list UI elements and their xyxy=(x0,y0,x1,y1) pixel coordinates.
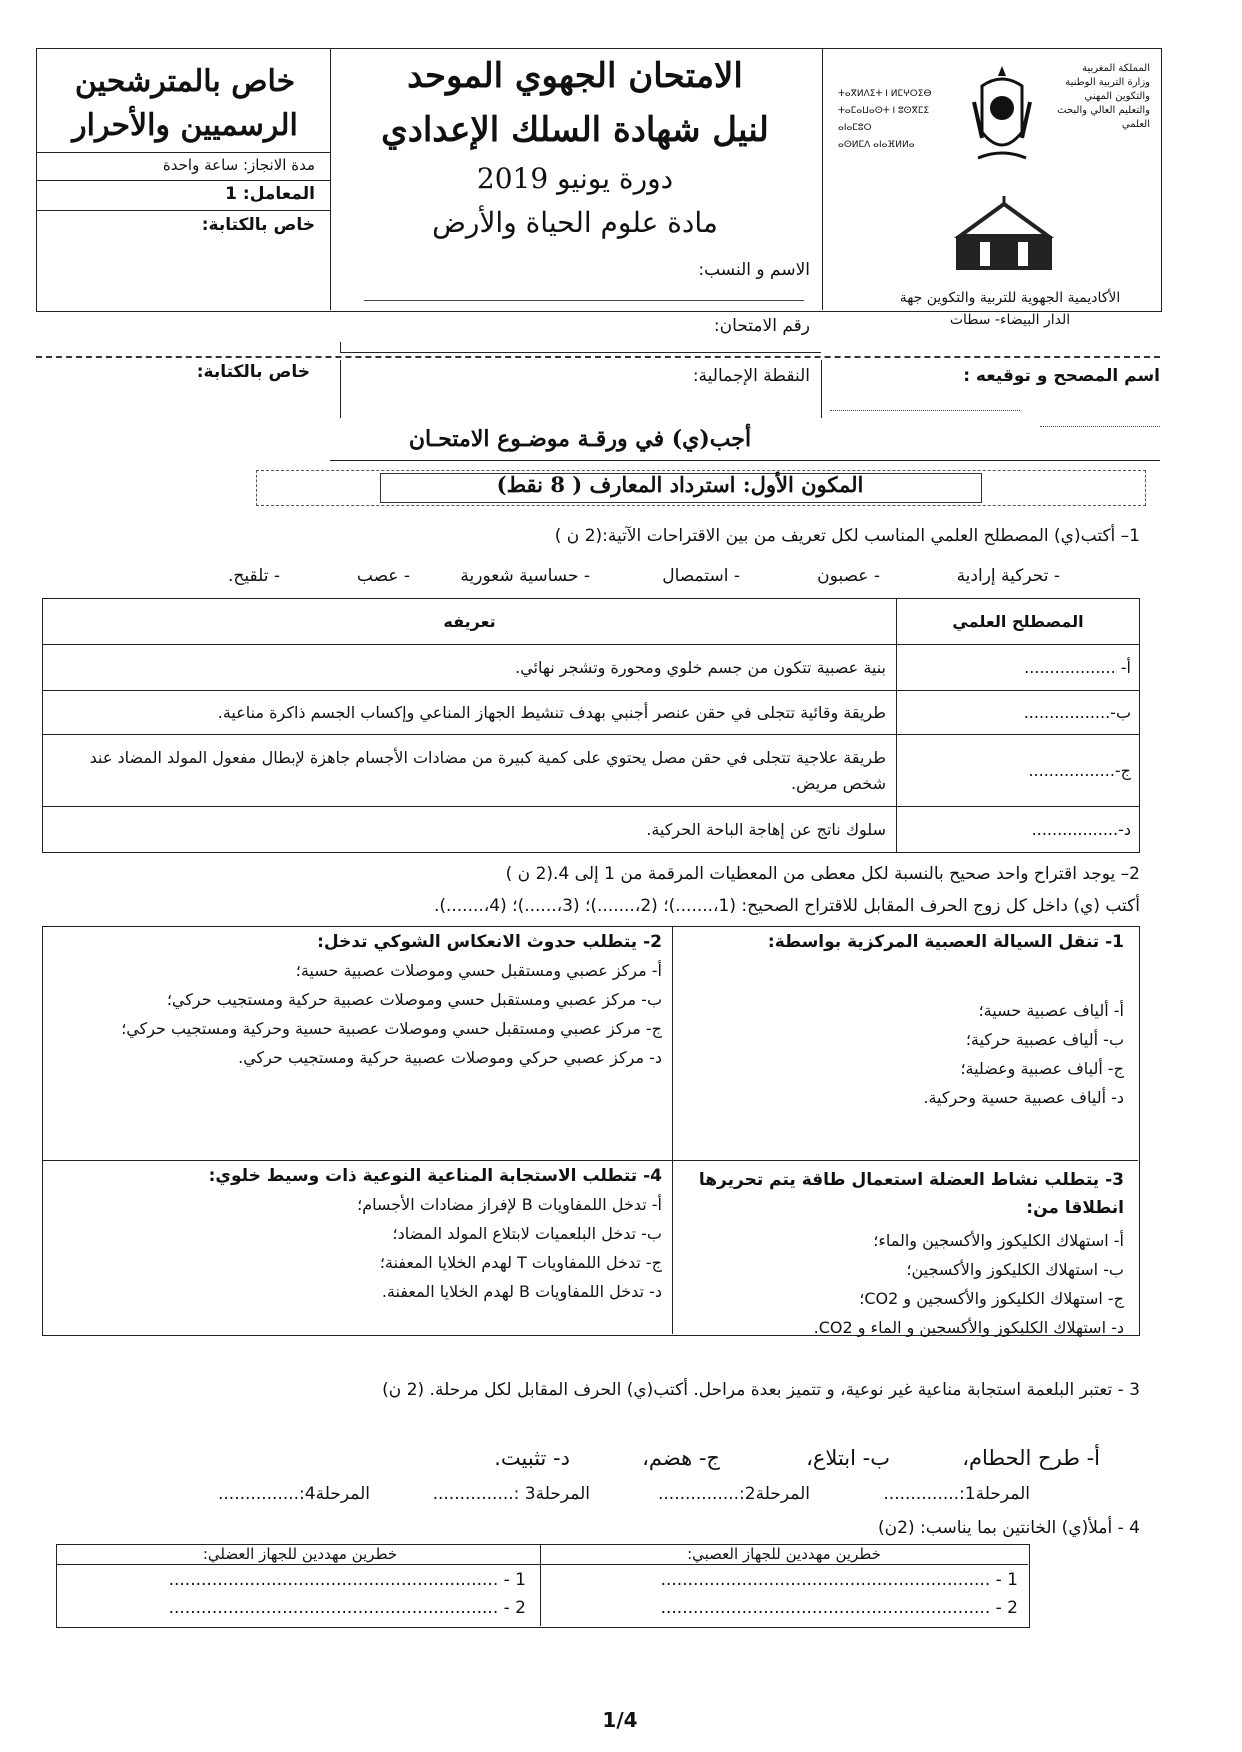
muscular-risk-1[interactable]: 1 - ............................................................. xyxy=(168,1570,526,1590)
q2-grid-hline xyxy=(42,1160,1138,1161)
q1-table xyxy=(42,598,1140,853)
phagocytosis-step: أ- طرح الحطام، xyxy=(962,1446,1100,1470)
ministry-line: والتكوين المهني xyxy=(1084,91,1150,102)
q2-item-2 xyxy=(52,932,662,1072)
term-blank[interactable]: أ- .................. xyxy=(897,645,1140,691)
q2-option[interactable]: ب- ألياف عصبية حركية؛ xyxy=(965,1030,1124,1049)
term-option: - عصب xyxy=(356,566,410,586)
q2-option[interactable]: ب- تدخل البلعميات لابتلاع المولد المضاد؛ xyxy=(392,1224,662,1243)
q2-option[interactable]: ج- استهلاك الكليكوز والأكسجين و CO2؛ xyxy=(859,1289,1124,1308)
academy-logo-icon xyxy=(950,196,1058,274)
q2-option[interactable]: أ- ألياف عصبية حسية؛ xyxy=(978,1001,1124,1020)
q3-prompt: 3 - تعتبر البلعمة استجابة مناعية غير نوعية، و تتميز بعدة مراحل. أكتب(ي) الحرف المقابل لكل مرحلة. (2 ن) xyxy=(382,1380,1140,1400)
name-label: الاسم و النسب: xyxy=(698,260,810,280)
q2-prompt: 2– يوجد اقتراح واحد صحيح بالنسبة لكل معطى من المعطيات المرقمة من 1 إلى 4.(2 ن ) xyxy=(505,864,1140,884)
step-blank[interactable]: المرحلة2:............... xyxy=(658,1484,810,1504)
q4-table-hline xyxy=(56,1564,1028,1565)
q2-option[interactable]: د- استهلاك الكليكوز والأكسجين و الماء و CO2. xyxy=(813,1318,1124,1337)
q2-option[interactable]: د- تدخل اللمفاويات B لهدم الخلايا المعفنة. xyxy=(381,1282,662,1301)
definition-text: طريقة علاجية تتجلى في حقن مصل يحتوي على كمية كبيرة من مضادات الأجسام جاهزة لإبطال مفعول المولد المضاد عند شخص مريض. xyxy=(43,735,897,807)
q2-option[interactable]: د- مركز عصبي حركي وموصلات عصبية حركية ومستجيب حركي. xyxy=(238,1048,662,1067)
q2-grid-vline xyxy=(672,926,673,1334)
total-score-label: النقطة الإجمالية: xyxy=(692,366,810,386)
definition-text: طريقة وقائية تتجلى في حقن عنصر أجنبي بهدف تنشيط الجهاز المناعي وإكساب الجسم ذاكرة مناعية. xyxy=(43,691,897,735)
term-blank[interactable]: ب-................. xyxy=(897,691,1140,735)
q2-item-title: 4- تتطلب الاستجابة المناعية النوعية ذات وسيط خلوي: xyxy=(208,1166,662,1186)
section-title: المكون الأول: استرداد المعارف ( 8 نقط) xyxy=(496,472,864,497)
tifinagh-text xyxy=(838,86,966,154)
definition-text: بنية عصبية تتكون من جسم خلوي ومحورة وتشجر نهائي. xyxy=(43,645,897,691)
term-option: - تلقيح. xyxy=(227,566,280,586)
divider xyxy=(330,460,1160,461)
exam-number-line xyxy=(340,342,821,353)
q4-table-vline xyxy=(540,1544,541,1626)
q1-prompt: 1– أكتب(ي) المصطلح العلمي المناسب لكل تعريف من بين الاقتراحات الآتية:(2 ن ) xyxy=(554,526,1140,546)
muscular-system-title: خطرين مهددين للجهاز العضلي: xyxy=(202,1545,398,1563)
q2-item-title: 2- يتطلب حدوث الانعكاس الشوكي تدخل: xyxy=(317,932,662,952)
secretariat-label-1: خاص بالكتابة: xyxy=(201,215,315,235)
header-divider-right xyxy=(822,48,823,310)
corrector-label: اسم المصحح و توقيعه : xyxy=(963,366,1160,386)
q2-option[interactable]: ج- مركز عصبي ومستقبل حسي وموصلات عصبية حسية وحركية ومستجيب حركي؛ xyxy=(121,1019,662,1038)
secretariat-label-2: خاص بالكتابة: xyxy=(196,362,310,382)
q2-item-title: 3- يتطلب نشاط العضلة استعمال طاقة يتم تحريرها انطلاقا من: xyxy=(698,1170,1124,1218)
step-blank[interactable]: المرحلة3 :............... xyxy=(432,1484,590,1504)
definition-text: سلوك ناتج عن إهاجة الباحة الحركية. xyxy=(43,807,897,853)
q3-blanks xyxy=(150,1484,1030,1514)
exam-subtitle: لنيل شهادة السلك الإعدادي xyxy=(381,110,769,150)
tifinagh-line: ⵜⴰⴳⵍⴷⵉⵜ ⵏ ⵍⵎⵖⵔⵉⴱ xyxy=(838,89,932,99)
candidates-label-2: الرسميين والأحرار xyxy=(72,108,298,143)
col-definition: تعريفه xyxy=(43,599,897,645)
exam-title: الامتحان الجهوي الموحد xyxy=(407,56,743,96)
phagocytosis-step: ج- هضم، xyxy=(642,1446,720,1470)
candidates-label-1: خاص بالمترشحين xyxy=(74,64,296,99)
q2-item-3 xyxy=(684,1166,1124,1342)
phagocytosis-step: ب- ابتلاع، xyxy=(806,1446,890,1470)
header-divider-left xyxy=(330,48,331,310)
ministry-text xyxy=(1040,62,1150,132)
q2-instruction[interactable]: أكتب (ي) داخل كل زوج الحرف المقابل للاقتراح الصحيح: (1،.......)؛ (2،.......)؛ (3،......)؛ (4،.......). xyxy=(433,896,1140,916)
q2-option[interactable]: أ- تدخل اللمفاويات B لإفراز مضادات الأجسام؛ xyxy=(357,1195,662,1214)
dashed-separator xyxy=(36,356,1160,358)
corrector-line xyxy=(1040,426,1160,427)
nervous-risk-1[interactable]: 1 - ............................................................. xyxy=(660,1570,1018,1590)
q2-option[interactable]: ج- ألياف عصبية وعضلية؛ xyxy=(960,1059,1124,1078)
tifinagh-line: ⴰⵏⴰⵎⵓⵔ xyxy=(838,123,872,133)
muscular-risk-2[interactable]: 2 - ............................................................. xyxy=(168,1598,526,1618)
exam-number-label: رقم الامتحان: xyxy=(713,316,810,336)
q2-item-4 xyxy=(52,1166,662,1306)
nervous-risk-2[interactable]: 2 - ............................................................. xyxy=(660,1598,1018,1618)
q2-option[interactable]: ب- مركز عصبي ومستقبل حسي وموصلات عصبية حركية ومستجيب حركي؛ xyxy=(166,990,662,1009)
q1-terms xyxy=(200,566,1060,592)
term-blank[interactable]: ج-................. xyxy=(897,735,1140,807)
divider xyxy=(36,152,330,153)
ministry-line: وزارة التربية الوطنية xyxy=(1065,77,1150,88)
q4-prompt: 4 - أملأ(ي) الخانتين بما يناسب: (2ن) xyxy=(878,1518,1140,1538)
term-blank[interactable]: د-................. xyxy=(897,807,1140,853)
q2-item-title: 1- تنقل السيالة العصبية المركزية بواسطة: xyxy=(767,932,1124,952)
subject-text: مادة علوم الحياة والأرض xyxy=(432,206,718,239)
q3-steps xyxy=(200,1446,1100,1476)
term-option: - تحركية إرادية xyxy=(956,566,1060,586)
term-option: - استمصال xyxy=(662,566,740,586)
divider xyxy=(36,210,330,211)
session-text: دورة يونيو 2019 xyxy=(476,162,674,195)
tifinagh-line: ⴰⵙⵍⵎⴷ ⴰⵏⴰⴼⵍⵍⴰ xyxy=(838,140,915,150)
q2-option[interactable]: ج- تدخل اللمفاويات T لهدم الخلايا المعفنة؛ xyxy=(379,1253,662,1272)
duration-text: مدة الانجاز: ساعة واحدة xyxy=(162,156,315,174)
term-option: - عصبون xyxy=(817,566,880,586)
coat-of-arms-icon xyxy=(970,62,1034,172)
name-line xyxy=(364,300,804,301)
nervous-system-title: خطرين مهددين للجهاز العصبي: xyxy=(687,1545,881,1563)
corrector-line xyxy=(830,410,1020,411)
step-blank[interactable]: المرحلة1:.............. xyxy=(883,1484,1030,1504)
ministry-line: المملكة المغربية xyxy=(1082,63,1150,74)
step-blank[interactable]: المرحلة4:............... xyxy=(218,1484,370,1504)
score-box xyxy=(340,360,822,418)
academy-name-2: الدار البيضاء- سطات xyxy=(949,312,1071,328)
coefficient-text: المعامل: 1 xyxy=(225,184,315,204)
term-option: - حساسية شعورية xyxy=(460,566,590,586)
q2-option[interactable]: د- ألياف عصبية حسية وحركية. xyxy=(923,1088,1124,1107)
page-number: 1/4 xyxy=(602,1708,638,1732)
academy-name-1: الأكاديمية الجهوية للتربية والتكوين جهة xyxy=(899,290,1121,306)
ministry-line: والتعليم العالي والبحث العلمي xyxy=(1057,105,1150,130)
instruction-text: أجب(ي) في ورقـة موضـوع الامتحـان xyxy=(408,426,752,452)
tifinagh-line: ⵜⴰⵎⴰⵡⴰⵙⵜ ⵏ ⵓⵙⴳⵎⵉ xyxy=(838,106,930,116)
q2-option[interactable]: أ- استهلاك الكليكوز والأكسجين والماء؛ xyxy=(873,1231,1124,1250)
q2-option[interactable]: ب- استهلاك الكليكوز والأكسجين؛ xyxy=(906,1260,1124,1279)
q2-item-1 xyxy=(684,932,1124,1112)
divider xyxy=(36,180,330,181)
col-term: المصطلح العلمي xyxy=(897,599,1140,645)
q2-option[interactable]: أ- مركز عصبي ومستقبل حسي وموصلات عصبية حسية؛ xyxy=(295,961,662,980)
phagocytosis-step: د- تثبيت. xyxy=(494,1446,570,1470)
